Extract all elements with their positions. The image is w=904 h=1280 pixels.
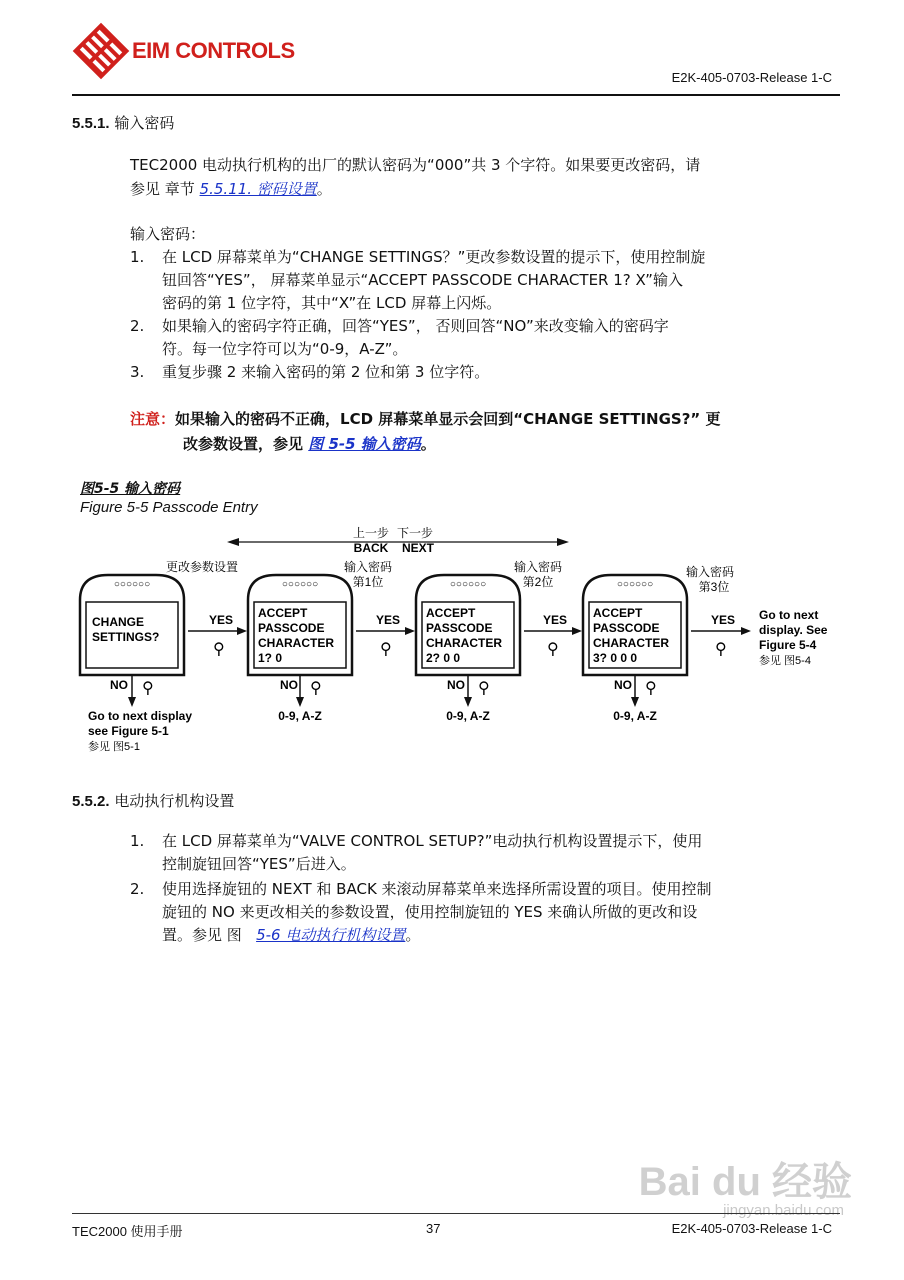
yes-transition-4: [691, 613, 751, 658]
led-indicators: ○○○○○○: [616, 579, 654, 590]
yes-label: YES: [542, 613, 568, 627]
char-range-label: 0-9, A-Z: [613, 709, 657, 723]
note-block: [130, 407, 842, 457]
screen-title-cn: 输入密码: [685, 565, 735, 579]
nav-back-cn: 上一步: [352, 526, 390, 540]
no-transition-1: [110, 675, 154, 707]
section-title: 输入密码: [114, 114, 175, 132]
yes-transition-1: [188, 613, 247, 658]
eim-logo-icon: [72, 22, 130, 80]
control-knob-icon: ⚲: [142, 680, 154, 697]
list-item: [130, 830, 842, 876]
list-item-number: 1.: [130, 832, 145, 850]
screen-title-cn2: 第3位: [698, 580, 730, 594]
control-knob-icon: ⚲: [715, 641, 727, 658]
passcode-flow-diagram: [72, 520, 852, 760]
steps-heading: 输入密码：: [130, 225, 206, 243]
no-label: NO: [614, 678, 632, 692]
note-line: [130, 407, 842, 432]
control-knob-icon: ⚲: [310, 680, 322, 697]
control-knob-icon: ⚲: [213, 641, 225, 658]
list-item-line: 在 LCD 屏幕菜单为“VALVE CONTROL SETUP?”电动执行机构设置提示下，使用: [162, 832, 703, 850]
list-item: [130, 361, 842, 384]
step-prefix: 置。参见 图: [162, 926, 257, 944]
goto-right-line: Go to next: [759, 608, 819, 622]
no-label: NO: [110, 678, 128, 692]
link-figure-5-5[interactable]: 图 5-5 输入密码: [308, 435, 421, 453]
yes-transition-3: [524, 613, 582, 658]
note-prefix: 改参数设置，参见: [183, 435, 309, 453]
watermark-url: jingyan.baidu.com: [723, 1202, 844, 1219]
lcd-line: 1? 0: [258, 651, 283, 665]
goto-right-ref: 参见 图5-4: [759, 655, 811, 667]
control-knob-icon: ⚲: [645, 680, 657, 697]
intro-line: [130, 177, 840, 201]
document-number: E2K-405-0703-Release 1-C: [671, 70, 832, 85]
figure-caption-en: Figure 5-5 Passcode Entry: [80, 499, 258, 516]
footer-doc-number: E2K-405-0703-Release 1-C: [671, 1221, 832, 1236]
list-item-number: 1.: [130, 248, 145, 266]
intro-suffix: 。: [316, 180, 332, 198]
goto-left-line: Go to next display: [88, 709, 193, 723]
footer-page-number: 37: [426, 1221, 441, 1236]
lcd-line: ACCEPT: [258, 606, 308, 620]
list-item-line: 如果输入的密码字符正确，回答“YES”， 否则回答“NO”来改变输入的密码字: [162, 317, 669, 335]
list-item-line: 旋钮的 NO 来更改相关的参数设置，使用控制旋钮的 YES 来确认所做的更改和设: [162, 903, 698, 921]
goto-left-ref: 参见 图5-1: [88, 741, 140, 753]
nav-arrow-right-icon: [557, 538, 569, 546]
no-label: NO: [447, 678, 465, 692]
lcd-line: PASSCODE: [593, 621, 660, 635]
list-item: [130, 878, 842, 947]
nav-next-cn: 下一步: [396, 526, 434, 540]
section-heading-5-5-1: [72, 112, 174, 133]
section-number: 5.5.2.: [72, 793, 110, 810]
no-transition-3: [446, 675, 490, 723]
screen-title-cn2: 第1位: [352, 575, 384, 589]
lcd-line: CHARACTER: [426, 636, 502, 650]
list-item-number: 2.: [130, 317, 145, 335]
lcd-line: 2? 0 0: [426, 651, 461, 665]
section-title: 电动执行机构设置: [114, 792, 235, 810]
led-indicators: ○○○○○○: [281, 579, 319, 590]
arrow-down-icon: [128, 697, 136, 707]
no-label: NO: [280, 678, 298, 692]
lcd-line: 3? 0 0 0: [593, 651, 638, 665]
nav-next-label: NEXT: [401, 541, 435, 555]
arrow-right-icon: [405, 627, 415, 635]
step-suffix: 。: [405, 926, 421, 944]
list-item-line: 控制旋钮回答“YES”后进入。: [162, 855, 356, 873]
note-line: [130, 432, 842, 457]
steps-list: [130, 246, 842, 384]
goto-right-line: Figure 5-4: [759, 638, 817, 652]
led-indicators: ○○○○○○: [449, 579, 487, 590]
note-label: 注意：: [130, 410, 176, 428]
list-item-line: 密码的第 1 位字符，其中“X”在 LCD 屏幕上闪烁。: [162, 294, 502, 312]
brand-name: EIM CONTROLS: [132, 38, 295, 63]
note-suffix: 。: [420, 435, 436, 453]
yes-label: YES: [710, 613, 736, 627]
yes-label: YES: [375, 613, 401, 627]
arrow-down-icon: [631, 697, 639, 707]
arrow-right-icon: [572, 627, 582, 635]
arrow-right-icon: [237, 627, 247, 635]
led-indicators: ○○○○○○: [113, 579, 151, 590]
goto-right-line: display. See: [759, 623, 828, 637]
char-range-label: 0-9, A-Z: [278, 709, 322, 723]
footer-manual-title: TEC2000 使用手册: [72, 1224, 183, 1239]
list-item-line: 符。每一位字符可以为“0-9，A-Z”。: [162, 340, 408, 358]
screen-passcode-char-2: [416, 559, 562, 675]
screen-title-cn: 更改参数设置: [165, 560, 239, 574]
nav-back-label: BACK: [353, 541, 389, 555]
screen-title-cn2: 第2位: [522, 575, 554, 589]
intro-line: TEC2000 电动执行机构的出厂的默认密码为“000”共 3 个字符。如果要更改密码，请: [130, 156, 701, 174]
header-divider: [72, 94, 840, 96]
control-knob-icon: ⚲: [380, 641, 392, 658]
char-range-label: 0-9, A-Z: [446, 709, 490, 723]
link-passcode-setup[interactable]: 5.5.11. 密码设置: [199, 180, 317, 198]
control-knob-icon: ⚲: [478, 680, 490, 697]
arrow-right-icon: [741, 627, 751, 635]
setup-steps-list: [130, 830, 842, 947]
lcd-line: ACCEPT: [426, 606, 476, 620]
screen-title-cn: 输入密码: [513, 560, 563, 574]
lcd-line: PASSCODE: [426, 621, 493, 635]
list-item-number: 2.: [130, 880, 145, 898]
yes-label: YES: [208, 613, 234, 627]
intro-paragraph: [130, 153, 840, 201]
yes-transition-2: [356, 613, 415, 658]
screen-title-cn: 输入密码: [343, 560, 393, 574]
control-knob-icon: ⚲: [547, 641, 559, 658]
lcd-line: CHARACTER: [258, 636, 334, 650]
no-transition-2: [278, 675, 322, 723]
section-heading-5-5-2: [72, 790, 234, 811]
list-item: [130, 315, 842, 361]
list-item: [130, 246, 842, 315]
footer-divider: [72, 1213, 840, 1214]
watermark-logo: Bai du 经验: [638, 1160, 852, 1204]
lcd-line: CHANGE: [92, 615, 145, 629]
lcd-line: PASSCODE: [258, 621, 325, 635]
screen-passcode-char-1: [248, 559, 392, 675]
goto-left-line: see Figure 5-1: [88, 724, 169, 738]
list-item-line: 使用选择旋钮的 NEXT 和 BACK 来滚动屏幕菜单来选择所需设置的项目。使用控制: [162, 880, 712, 898]
list-item-number: 3.: [130, 363, 145, 381]
list-item-line: 钮回答“YES”， 屏幕菜单显示“ACCEPT PASSCODE CHARACTER 1? X”输入: [162, 271, 683, 289]
lcd-line: SETTINGS?: [92, 630, 160, 644]
figure-caption-cn: 图5-5 输入密码: [80, 481, 181, 497]
list-item-line: 重复步骤 2 来输入密码的第 2 位和第 3 位字符。: [162, 363, 490, 381]
link-figure-5-6[interactable]: 5-6 电动执行机构设置: [256, 926, 406, 944]
arrow-down-icon: [464, 697, 472, 707]
arrow-down-icon: [296, 697, 304, 707]
no-transition-4: [613, 675, 657, 723]
nav-arrow-left-icon: [227, 538, 239, 546]
note-text: 如果输入的密码不正确，LCD 屏幕菜单显示会回到“CHANGE SETTINGS?” 更: [175, 410, 721, 428]
intro-prefix: 参见 章节: [130, 180, 200, 198]
section-number: 5.5.1.: [72, 115, 110, 132]
lcd-line: ACCEPT: [593, 606, 643, 620]
list-item-line: 在 LCD 屏幕菜单为“CHANGE SETTINGS？”更改参数设置的提示下，使用控制旋: [162, 248, 706, 266]
lcd-line: CHARACTER: [593, 636, 669, 650]
list-item-line: [162, 924, 842, 947]
